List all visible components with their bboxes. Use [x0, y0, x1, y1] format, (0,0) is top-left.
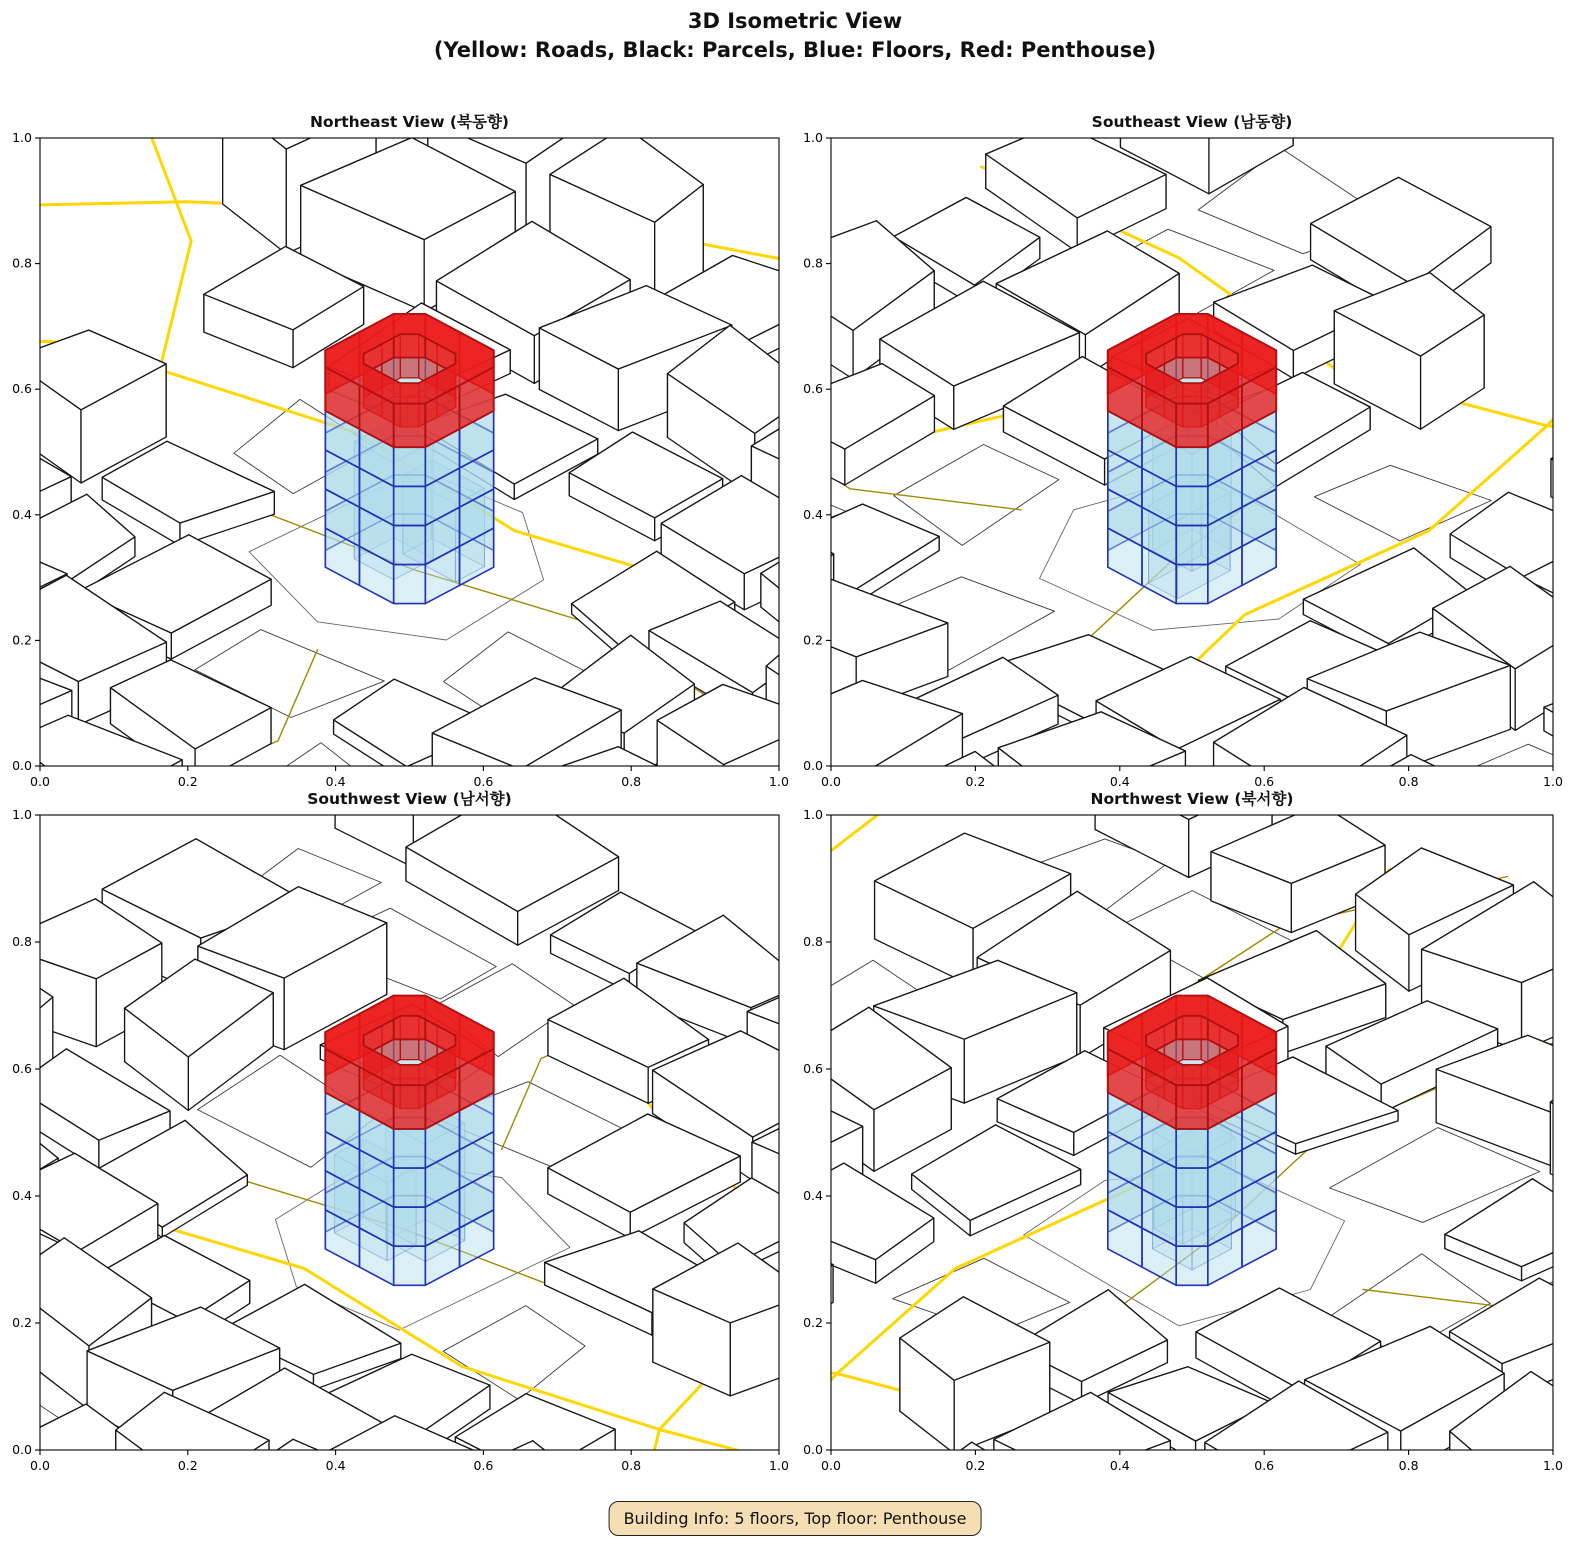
svg-text:0.0: 0.0 [12, 758, 32, 773]
svg-text:0.2: 0.2 [12, 632, 32, 648]
figure-title-line1: 3D Isometric View [687, 9, 903, 33]
panel-southeast [791, 103, 1571, 800]
svg-text:0.2: 0.2 [177, 1458, 198, 1473]
svg-text:1.0: 1.0 [12, 807, 32, 822]
svg-text:0.0: 0.0 [803, 1442, 823, 1457]
svg-text:0.8: 0.8 [803, 255, 823, 271]
panel-northwest [791, 780, 1571, 1484]
panel-title-southwest: Southwest View (남서향) [307, 790, 512, 808]
svg-text:0.8: 0.8 [621, 1458, 642, 1473]
svg-text:0.4: 0.4 [1109, 1458, 1130, 1473]
svg-text:0.4: 0.4 [12, 506, 32, 522]
svg-text:0.6: 0.6 [12, 1061, 32, 1076]
svg-text:0.6: 0.6 [1254, 1458, 1275, 1473]
svg-text:1.0: 1.0 [1543, 1458, 1563, 1473]
svg-text:1.0: 1.0 [803, 130, 823, 145]
svg-text:0.8: 0.8 [1398, 774, 1419, 789]
svg-text:0.2: 0.2 [965, 774, 986, 789]
panel-title-northwest: Northwest View (북서향) [1090, 790, 1294, 808]
building-info-badge: Building Info: 5 floors, Top floor: Penthouse [609, 1501, 982, 1536]
svg-text:0.2: 0.2 [965, 1458, 986, 1473]
svg-text:0.8: 0.8 [1398, 1458, 1419, 1473]
svg-text:0.6: 0.6 [803, 381, 823, 397]
svg-text:0.6: 0.6 [473, 774, 494, 789]
svg-text:0.8: 0.8 [803, 934, 823, 949]
svg-text:0.0: 0.0 [30, 774, 50, 789]
svg-text:0.2: 0.2 [12, 1315, 32, 1330]
svg-text:0.6: 0.6 [803, 1061, 823, 1076]
panel-southwest [0, 780, 797, 1484]
figure-title-line2: (Yellow: Roads, Black: Parcels, Blue: Floors, Red: Penthouse) [433, 37, 1157, 62]
svg-text:0.4: 0.4 [325, 774, 346, 789]
svg-text:1.0: 1.0 [12, 130, 32, 145]
svg-text:0.0: 0.0 [12, 1442, 32, 1457]
svg-text:0.4: 0.4 [803, 506, 823, 522]
svg-text:0.4: 0.4 [1109, 774, 1130, 789]
panel-title-northeast: Northeast View (북동향) [309, 113, 510, 131]
svg-text:0.0: 0.0 [821, 774, 841, 789]
svg-text:0.0: 0.0 [803, 758, 823, 773]
svg-text:0.6: 0.6 [12, 381, 32, 397]
svg-text:0.4: 0.4 [803, 1188, 823, 1203]
svg-text:1.0: 1.0 [769, 1458, 789, 1473]
svg-text:0.2: 0.2 [803, 632, 823, 648]
svg-text:0.0: 0.0 [821, 1458, 841, 1473]
svg-text:0.4: 0.4 [12, 1188, 32, 1203]
svg-text:0.6: 0.6 [1254, 774, 1275, 789]
panel-northeast [0, 103, 797, 800]
figure-title [0, 7, 1590, 65]
svg-text:0.6: 0.6 [473, 1458, 494, 1473]
svg-text:1.0: 1.0 [1543, 774, 1563, 789]
svg-text:0.8: 0.8 [621, 774, 642, 789]
svg-text:0.2: 0.2 [803, 1315, 823, 1330]
svg-text:0.2: 0.2 [177, 774, 198, 789]
svg-text:1.0: 1.0 [803, 807, 823, 822]
svg-text:1.0: 1.0 [769, 774, 789, 789]
svg-text:0.8: 0.8 [12, 934, 32, 949]
svg-text:0.4: 0.4 [325, 1458, 346, 1473]
panel-title-southeast: Southeast View (남동향) [1091, 113, 1293, 131]
svg-text:0.8: 0.8 [12, 255, 32, 271]
svg-text:0.0: 0.0 [30, 1458, 50, 1473]
